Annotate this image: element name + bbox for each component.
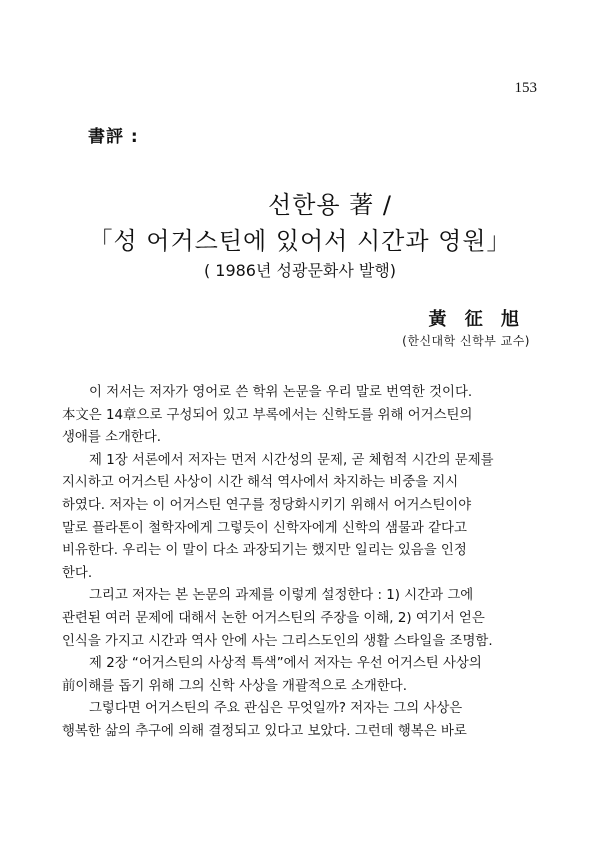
body-line: 제 2장 “어거스틴의 사상적 특색”에서 저자는 우선 어거스틴 사상의 — [89, 656, 482, 672]
publication-info: ( 1986년 성광문화사 발행) — [203, 261, 397, 280]
book-title: 「성 어거스틴에 있어서 시간과 영원」 — [88, 227, 512, 255]
body-line: 이 저서는 저자가 영어로 쓴 학위 논문을 우리 말로 번역한 것이다. — [89, 385, 473, 400]
body-line: 하였다. 저자는 이 어거스틴 연구를 정당화시키기 위해서 어거스틴이야 — [62, 497, 472, 513]
title-author-line: 선한용 著 / — [268, 191, 392, 219]
page-number: 153 — [514, 80, 537, 96]
body-line: 本文은 14章으로 구성되어 있고 부록에서는 신학도를 위해 어거스틴의 — [62, 407, 473, 423]
body-line: 前이해를 돕기 위해 그의 신학 사상을 개괄적으로 소개한다. — [62, 678, 407, 694]
title-block — [60, 188, 540, 282]
body-line: 제 1장 서론에서 저자는 먼저 시간성의 문제, 곧 체험적 시간의 문제를 — [89, 452, 494, 468]
body-line: 한다. — [62, 565, 93, 581]
body-line: 말로 플라톤이 철학자에게 그렇듯이 신학자에게 신학의 샘물과 같다고 — [62, 520, 467, 536]
body-line: 행복한 삶의 추구에 의해 결정되고 있다고 보았다. 그런데 행복은 바로 — [62, 723, 467, 739]
body-line: 생애를 소개한다. — [62, 430, 162, 446]
body-line: 비유한다. 우리는 이 말이 다소 과장되기는 했지만 일리는 있음을 인정 — [62, 543, 467, 559]
review-body — [62, 382, 532, 744]
body-line: 관련된 여러 문제에 대해서 논한 어거스틴의 주장을 이해, 2) 여기서 얻은 — [62, 610, 485, 626]
reviewer-affiliation: (한신대학 신학부 교수) — [402, 334, 530, 348]
body-line: 그리고 저자는 본 논문의 과제를 이렇게 설정한다 : 1) 시간과 그에 — [89, 588, 474, 604]
body-line: 그렇다면 어거스틴의 주요 관심은 무엇일까? 저자는 그의 사상은 — [89, 701, 463, 717]
section-label: 書評 : — [88, 127, 139, 147]
body-line: 지시하고 어거스틴 사상이 시간 해석 역사에서 차지하는 비중을 지시 — [62, 475, 459, 491]
body-line: 인식을 가지고 시간과 역사 안에 사는 그리스도인의 생활 스타일을 조명함. — [62, 633, 493, 649]
reviewer-name: 黃 征 旭 — [428, 309, 525, 330]
